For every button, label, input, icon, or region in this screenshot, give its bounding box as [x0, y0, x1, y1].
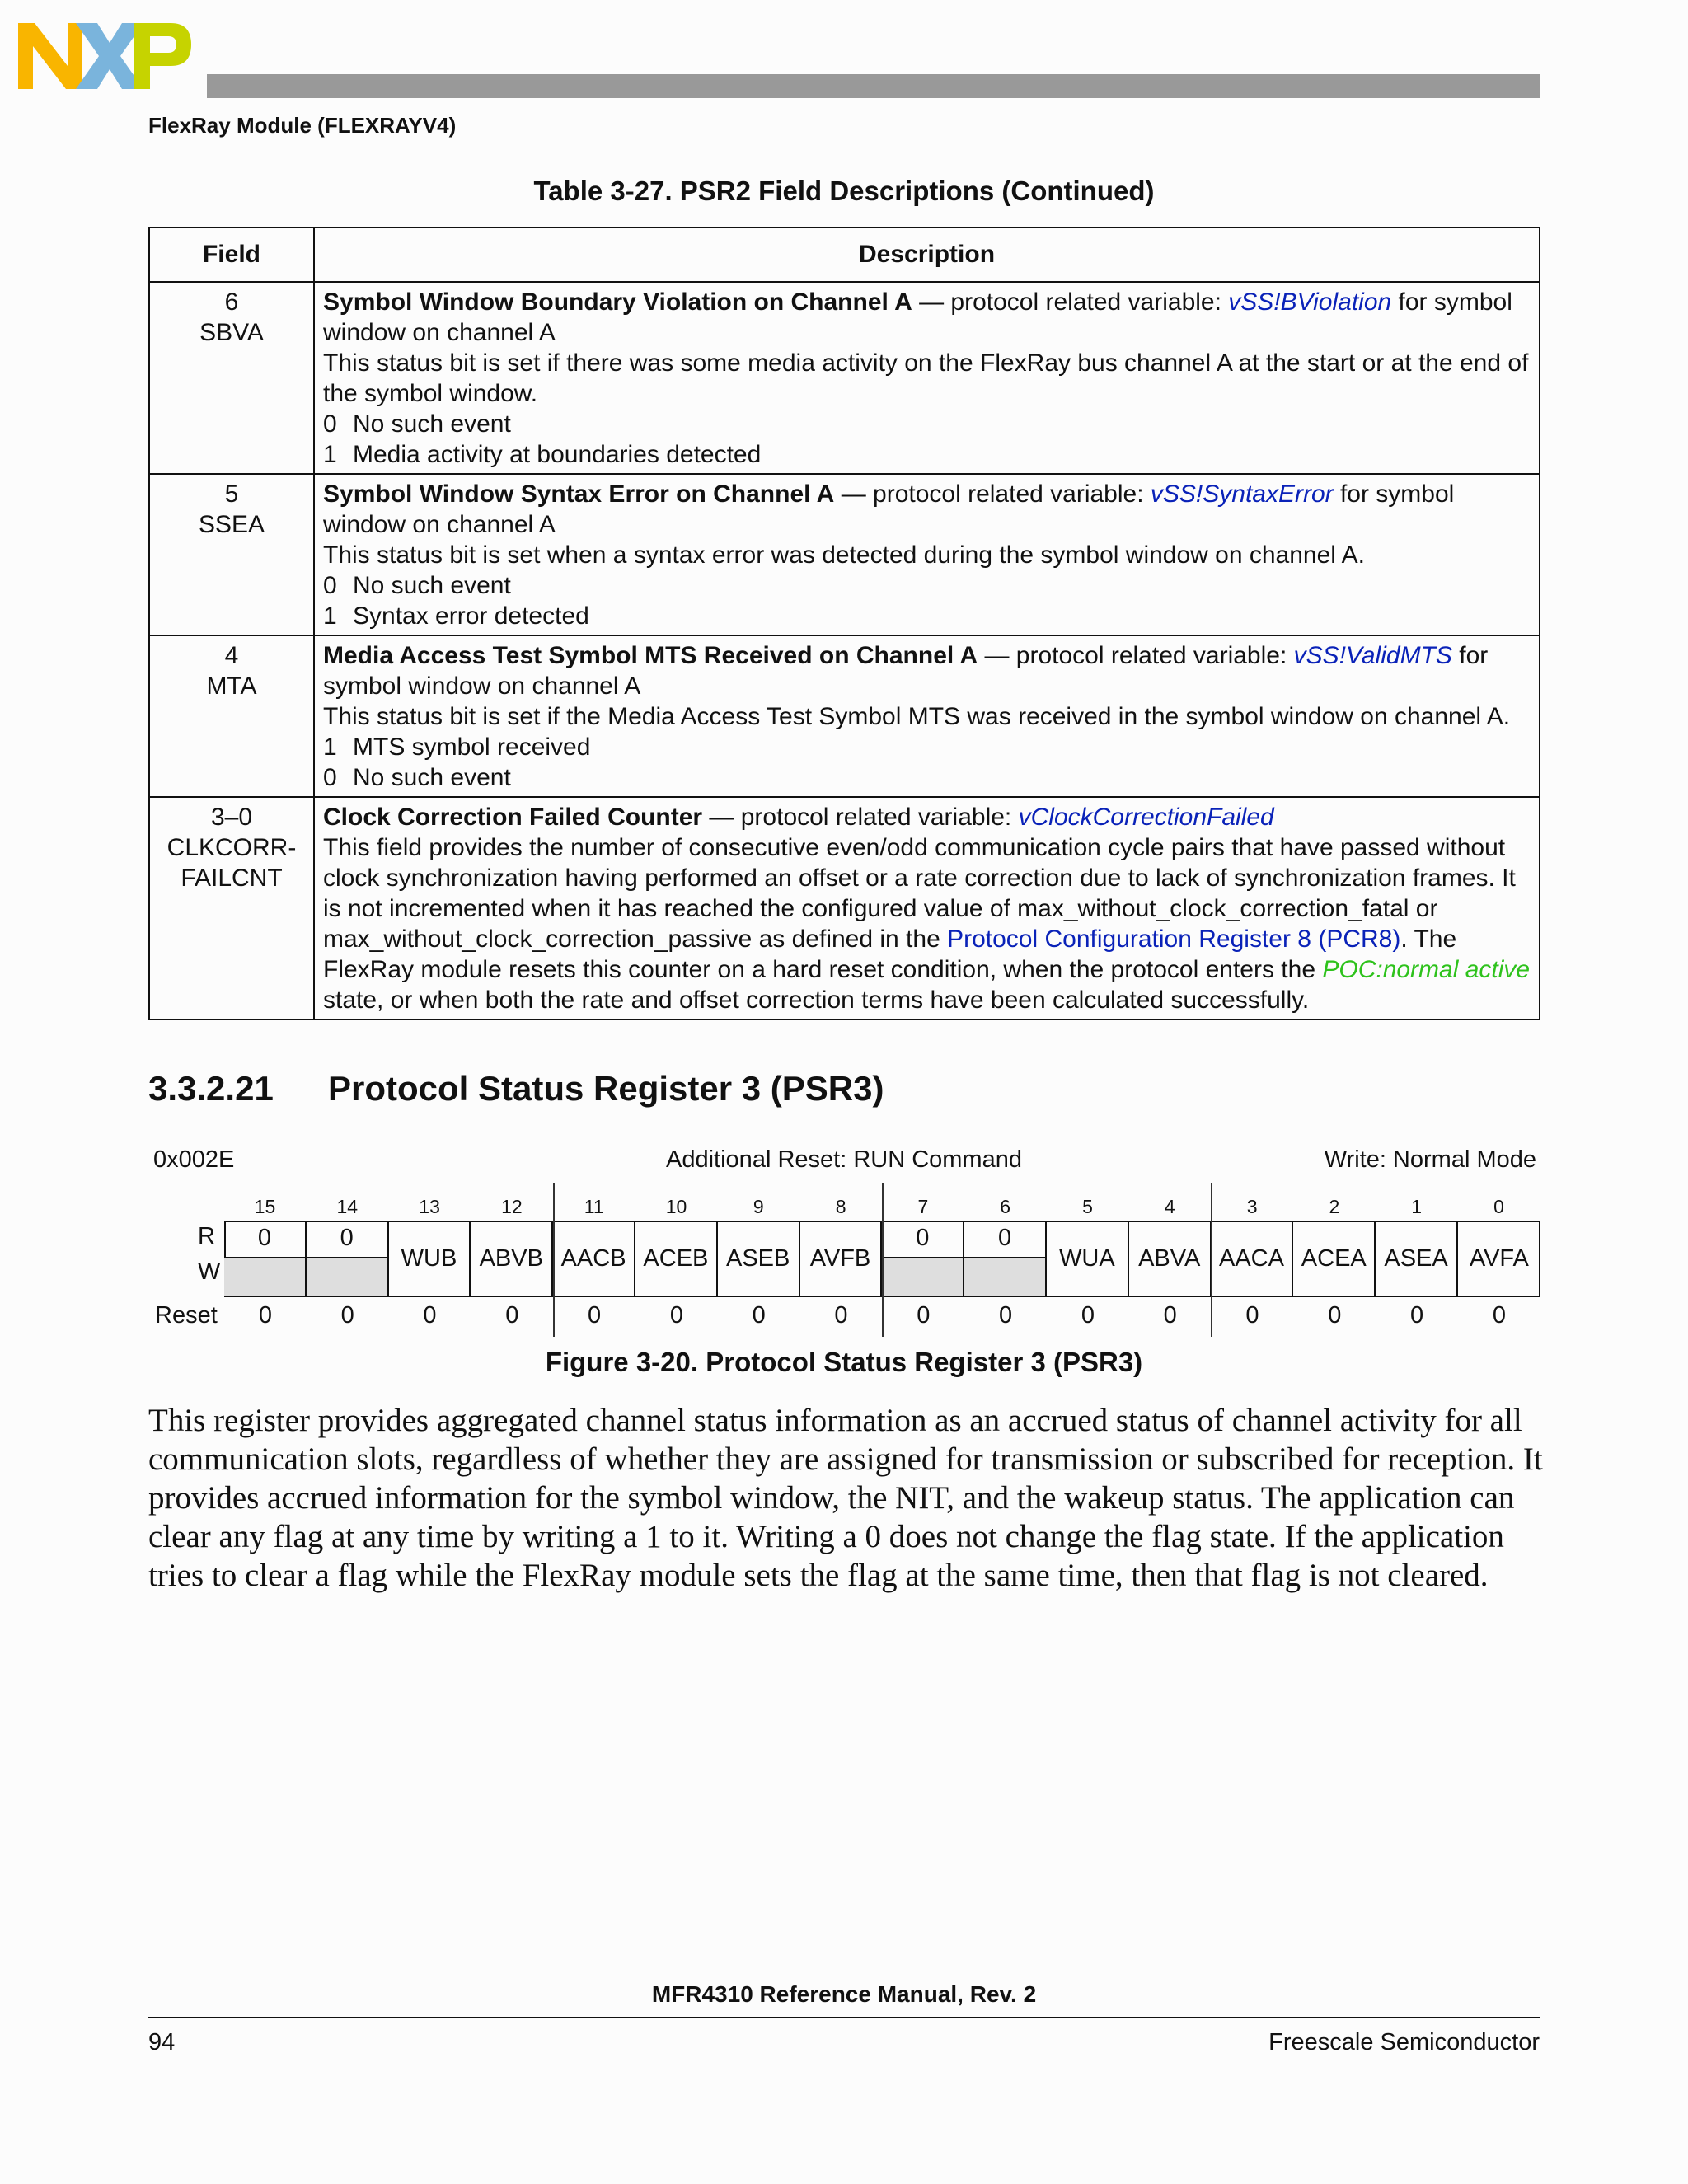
- reserved-bit-cell: [964, 1221, 1047, 1297]
- reset-value: 0: [588, 1302, 602, 1329]
- reset-value: 0: [1163, 1302, 1177, 1329]
- footer-manual-title: MFR4310 Reference Manual, Rev. 2: [651, 1981, 1037, 2007]
- reserved-bit-value: 0: [964, 1221, 1045, 1258]
- variable-lead: — protocol related variable:: [978, 642, 1294, 669]
- field-title: Media Access Test Symbol MTS Received on Channel A: [323, 642, 978, 669]
- column-header-field: Field: [149, 227, 314, 282]
- bit-number: 8: [835, 1196, 846, 1217]
- section-title: Protocol Status Register 3 (PSR3): [328, 1069, 884, 1108]
- register-field-aaca: AACA: [1212, 1221, 1294, 1297]
- field-title: Symbol Window Syntax Error on Channel A: [323, 480, 835, 508]
- description-cell: [314, 635, 1540, 797]
- bit-number: 5: [1082, 1196, 1093, 1217]
- register-field-avfa: AVFA: [1469, 1245, 1529, 1272]
- field-name: MTA: [206, 673, 257, 700]
- bit-number: 9: [753, 1196, 764, 1217]
- footer-rule: [148, 2017, 1540, 2018]
- register-field-avfb: AVFB: [800, 1221, 883, 1297]
- table-row: [149, 635, 1540, 797]
- reset-value: 0: [423, 1302, 437, 1329]
- bit-number: 14: [336, 1196, 359, 1217]
- option-item: 1 Media activity at boundaries detected: [323, 441, 762, 468]
- reset-value: 0: [1328, 1302, 1342, 1329]
- field-name: SBVA: [199, 319, 264, 346]
- field-name-line2: FAILCNT: [181, 865, 283, 892]
- field-title: Symbol Window Boundary Violation on Channel A: [323, 288, 912, 316]
- field-text: This status bit is set if there was some media activity on the FlexRay bus channel A at the start or at the end of the symbol window.: [323, 349, 1529, 407]
- variable-lead: — protocol related variable:: [912, 288, 1229, 316]
- register-field-abvb: ABVB: [471, 1221, 553, 1297]
- register-field-asea: ASEA: [1376, 1221, 1458, 1297]
- bit-number: 3: [1246, 1196, 1258, 1217]
- table-caption: Table 3-27. PSR2 Field Descriptions (Continued): [533, 176, 1155, 206]
- variable-lead: — protocol related variable:: [834, 480, 1151, 508]
- byte-divider: [1211, 1183, 1212, 1337]
- field-text: This field provides the number of consecutive even/odd communication cycle pairs that have passed without clock synchronization having performed an offset or a rate correction due to lack of synchronization frames. It is not incremented when it has reached the configured value of max_without_clock_correction_fatal or max_without_clock_correction_passive as defined in the Protocol Configuration Register 8 (PCR8). The FlexRay module resets this counter on a hard reset condition, when the protocol enters the POC:normal active state, or when both the rate and offset correction terms have been calculated successfully.: [323, 834, 1531, 1014]
- option-item: 1 Syntax error detected: [323, 602, 589, 630]
- option-item: 0 No such event: [323, 572, 511, 599]
- reserved-bit-cell: [882, 1221, 964, 1297]
- reset-value: 0: [834, 1302, 848, 1329]
- reset-value: 0: [1081, 1302, 1095, 1329]
- reserved-bit-value: 0: [224, 1221, 305, 1258]
- register-field-wub: WUB: [389, 1221, 471, 1297]
- reset-value: 0: [752, 1302, 766, 1329]
- header-bar: [207, 74, 1540, 98]
- variable-trail: for symbol window on channel A: [323, 288, 1512, 346]
- reset-value: 0: [505, 1302, 519, 1329]
- bit-number: 15: [254, 1196, 276, 1217]
- reset-value: 0: [1245, 1302, 1259, 1329]
- field-bit: 3–0: [210, 804, 253, 831]
- reserved-bit-write-shade: [224, 1258, 305, 1296]
- reset-value: 0: [917, 1302, 931, 1329]
- bit-number: 4: [1164, 1196, 1175, 1217]
- reset-value: 0: [340, 1302, 354, 1329]
- bit-number: 13: [419, 1196, 440, 1217]
- description-cell: [314, 474, 1540, 635]
- register-field-aceb: ACEB: [635, 1221, 718, 1297]
- field-bit: 4: [224, 642, 239, 669]
- byte-divider: [882, 1183, 884, 1337]
- field-bit: 6: [224, 288, 239, 316]
- field-cell: [149, 797, 314, 1019]
- poc-state-link[interactable]: POC:normal active: [1322, 956, 1531, 983]
- page-number: 94: [148, 2029, 176, 2055]
- option-item: 0 No such event: [323, 410, 511, 438]
- bit-number: 2: [1329, 1196, 1340, 1217]
- field-cell: [149, 474, 314, 635]
- field-name-line1: CLKCORR-: [166, 834, 297, 861]
- field-text: This status bit is set when a syntax error was detected during the symbol window on channel A.: [323, 541, 1365, 569]
- option-item: 0 No such event: [323, 764, 511, 791]
- register-field-wua: WUA: [1047, 1221, 1129, 1297]
- description-cell: [314, 282, 1540, 474]
- bit-number: 7: [917, 1196, 929, 1217]
- bit-number: 12: [501, 1196, 523, 1217]
- register-write-mode: Write: Normal Mode: [1324, 1146, 1536, 1173]
- variable-link[interactable]: vSS!ValidMTS: [1293, 642, 1452, 669]
- footer-company: Freescale Semiconductor: [1268, 2029, 1540, 2055]
- section-number: 3.3.2.21: [148, 1069, 274, 1108]
- reset-value: 0: [1492, 1302, 1506, 1329]
- field-text: This status bit is set if the Media Access Test Symbol MTS was received in the symbol window on channel A.: [323, 703, 1511, 730]
- byte-divider: [553, 1183, 555, 1337]
- table-row: [149, 474, 1540, 635]
- table-row: [149, 797, 1540, 1019]
- variable-trail: for symbol window on channel A: [323, 642, 1489, 700]
- bit-number: 0: [1493, 1196, 1504, 1217]
- variable-link[interactable]: vSS!BViolation: [1228, 288, 1392, 316]
- variable-lead: — protocol related variable:: [702, 804, 1019, 831]
- field-bit: 5: [224, 480, 239, 508]
- bit-number: 10: [665, 1196, 687, 1217]
- bit-number: 1: [1411, 1196, 1423, 1217]
- field-cell: [149, 635, 314, 797]
- figure-caption: Figure 3-20. Protocol Status Register 3 (PSR3): [545, 1347, 1143, 1377]
- nxp-logo: [18, 23, 191, 89]
- reserved-bit-cell: [224, 1221, 307, 1297]
- table-header-row: [149, 227, 1540, 282]
- bit-number: 11: [584, 1196, 604, 1217]
- reserved-bit-write-shade: [307, 1258, 387, 1296]
- register-field-abva: ABVA: [1129, 1221, 1212, 1297]
- reserved-bit-cell: [307, 1221, 389, 1297]
- variable-link[interactable]: vSS!SyntaxError: [1150, 480, 1334, 508]
- register-additional-reset: Additional Reset: RUN Command: [666, 1146, 1022, 1173]
- write-label: W: [198, 1258, 221, 1285]
- reset-value: 0: [669, 1302, 683, 1329]
- field-description-table: [148, 227, 1540, 1020]
- field-name: SSEA: [198, 511, 265, 538]
- reserved-bit-value: 0: [307, 1221, 387, 1258]
- variable-trail: for symbol window on channel A: [323, 480, 1455, 538]
- reserved-bit-value: 0: [882, 1221, 963, 1258]
- reset-value: 0: [258, 1302, 272, 1329]
- table-row: [149, 282, 1540, 474]
- pcr8-link[interactable]: Protocol Configuration Register 8 (PCR8): [947, 926, 1401, 953]
- field-cell: [149, 282, 314, 474]
- variable-link[interactable]: vClockCorrectionFailed: [1018, 804, 1274, 831]
- register-address: 0x002E: [153, 1146, 235, 1173]
- read-label: R: [198, 1223, 215, 1249]
- register-field-acea: ACEA: [1293, 1221, 1376, 1297]
- register-field-aseb: ASEB: [718, 1221, 800, 1297]
- reset-label: Reset: [155, 1302, 218, 1329]
- field-title: Clock Correction Failed Counter: [323, 804, 703, 831]
- body-paragraph: This register provides aggregated channel status information as an accrued status of channel activity for all communication slots, regardless of whether they are assigned for transmission or subscribed for reception. It provides accrued information for the symbol window, the NIT, and the wakeup status. The application can clear any flag at any time by writing a 1 to it. Writing a 0 does not change the flag state. If the application tries to clear a flag while the FlexRay module sets the flag at the same time, then that flag is not cleared.: [148, 1403, 1543, 1593]
- reset-value: 0: [999, 1302, 1013, 1329]
- reserved-bit-write-shade: [964, 1258, 1045, 1296]
- register-field-aacb: AACB: [553, 1221, 635, 1297]
- column-header-description: Description: [314, 227, 1540, 282]
- description-cell: [314, 797, 1540, 1019]
- reserved-bit-write-shade: [882, 1258, 963, 1296]
- running-header: FlexRay Module (FLEXRAYV4): [148, 113, 457, 138]
- option-item: 1 MTS symbol received: [323, 733, 591, 761]
- reset-value: 0: [1410, 1302, 1424, 1329]
- bit-number: 6: [1000, 1196, 1011, 1217]
